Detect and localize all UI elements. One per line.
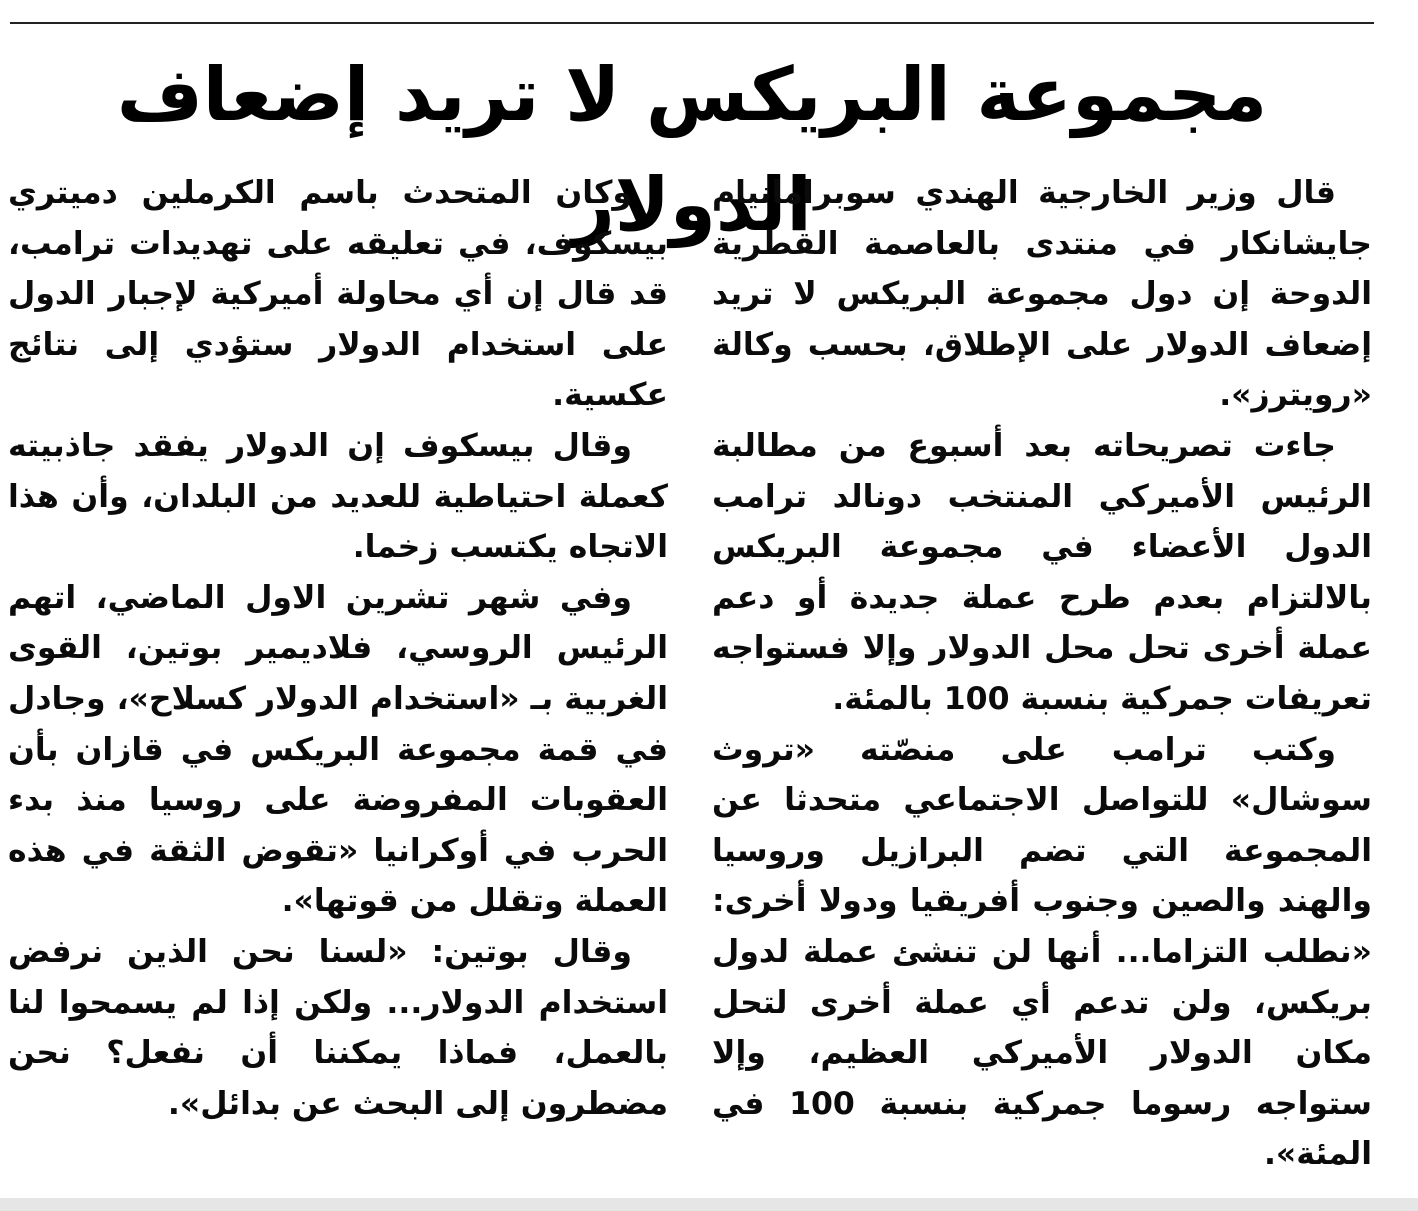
paragraph: قال وزير الخارجية الهندي سوبرامانيام جايشانكار في منتدى بالعاصمة القطرية الدوحة إن دول مجموعة البريكس لا تريد إضعاف الدولار على الإطلاق، بحسب وكالة «رويترز». (712, 175, 1372, 414)
paragraph: وكتب ترامب على منصّته «تروث سوشال» للتواصل الاجتماعي متحدثا عن المجموعة التي تضم البرازيل وروسيا والهند والصين وجنوب أفريقيا ودولا أخرى: «نطلب التزاما... أنها لن تنشئ عملة لدول بريكس، ولن تدعم أي عملة أخرى لتحل مكان الدولار الأميركي العظيم، وإلا ستواجه رسوما جمركية بنسبة 100 في المئة». (712, 731, 1372, 1173)
paragraph: وقال بوتين: «لسنا نحن الذين نرفض استخدام الدولار... ولكن إذا لم يسمحوا لنا بالعمل، فماذا يمكننا أن نفعل؟ نحن مضطرون إلى البحث عن بدائل». (8, 933, 668, 1122)
bottom-band (0, 1198, 1418, 1211)
paragraph: وكان المتحدث باسم الكرملين دميتري بيسكوف، في تعليقه على تهديدات ترامب، قد قال إن أي محاولة أميركية لإجبار الدول على استخدام الدولار ستؤدي إلى نتائج عكسية. (8, 175, 668, 414)
headline: مجموعة البريكس لا تريد إضعاف الدولار (116, 52, 1268, 248)
article-column-left (8, 168, 668, 1129)
paragraph: وقال بيسكوف إن الدولار يفقد جاذبيته كعملة احتياطية للعديد من البلدان، وأن هذا الاتجاه يكتسب زخما. (8, 427, 668, 566)
paragraph: وفي شهر تشرين الاول الماضي، اتهم الرئيس الروسي، فلاديمير بوتين، القوى الغربية بـ «استخدام الدولار كسلاح»، وجادل في قمة مجموعة البريكس في قازان بأن العقوبات المفروضة على روسيا منذ بدء الحرب في أوكرانيا «تقوض الثقة في هذه العملة وتقلل من قوتها». (8, 579, 668, 920)
article-column-right (712, 168, 1372, 1180)
top-rule (10, 22, 1374, 24)
paragraph: جاءت تصريحاته بعد أسبوع من مطالبة الرئيس الأميركي المنتخب دونالد ترامب الدول الأعضاء في مجموعة البريكس بالالتزام بعدم طرح عملة جديدة أو دعم عملة أخرى تحل محل الدولار وإلا فستواجه تعريفات جمركية بنسبة 100 بالمئة. (712, 427, 1372, 717)
